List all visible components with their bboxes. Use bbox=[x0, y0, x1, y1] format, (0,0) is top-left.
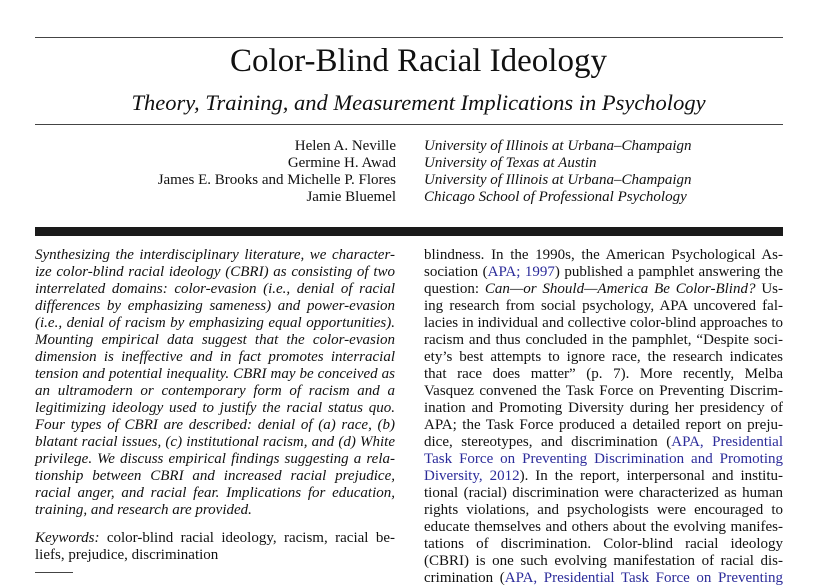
footnote-rule bbox=[35, 572, 73, 573]
author-name: James E. Brooks and Michelle P. Flores bbox=[157, 172, 396, 188]
keywords-label: Keywords: bbox=[35, 530, 100, 546]
author-affiliation: University of Texas at Austin bbox=[424, 155, 597, 171]
keywords bbox=[35, 530, 395, 564]
abstract-line: interrelated domains: color-evasion (i.e., denial of racial bbox=[35, 281, 395, 297]
abstract-line: tension and potential inequality. CBRI may be conceived as bbox=[35, 366, 395, 382]
citation-link[interactable]: APA; 1997 bbox=[487, 264, 555, 280]
body-text: ) published a pamphlet answering the bbox=[554, 264, 783, 280]
abstract-line: blatant racial issues, (c) institutional racism, and (d) White bbox=[35, 434, 395, 450]
author-name: Jamie Bluemel bbox=[306, 189, 396, 205]
body-line: ety’s best attempts to ignore race, the research indicates bbox=[424, 349, 783, 365]
article-title: Color-Blind Racial Ideology bbox=[230, 43, 607, 79]
author-names bbox=[0, 138, 396, 206]
keywords-line bbox=[35, 530, 395, 547]
author-affiliations bbox=[424, 138, 824, 206]
body-text: crimination ( bbox=[424, 570, 505, 586]
abstract-line: (i.e., denial of racism by emphasizing equal opportunities). bbox=[35, 315, 395, 331]
body-line: lacies in individual and collective color-blind approaches to bbox=[424, 315, 783, 331]
abstract-line: an ultramodern or contemporary form of racism and a bbox=[35, 383, 395, 399]
abstract-line: Synthesizing the interdisciplinary literature, we character- bbox=[35, 247, 395, 263]
body-line bbox=[424, 281, 783, 298]
body-line: ination and Promoting Diversity during her presidency of bbox=[424, 400, 783, 416]
title-rule bbox=[35, 124, 783, 125]
citation-link[interactable]: APA, Presidential Task Force on Preventing bbox=[504, 570, 783, 586]
body-line: ing research from social psychology, APA uncovered fal- bbox=[424, 298, 783, 314]
body-line: rights violations, and psychologists were encouraged to bbox=[424, 502, 783, 518]
abstract-line: privilege. We discuss empirical findings suggesting a rela- bbox=[35, 451, 395, 467]
body-column bbox=[424, 247, 783, 587]
author-affiliation: University of Illinois at Urbana–Champaign bbox=[424, 138, 692, 154]
body-line: APA; the Task Force produced a detailed report on preju- bbox=[424, 417, 783, 433]
author-affiliation: University of Illinois at Urbana–Champaign bbox=[424, 172, 692, 188]
body-text: dice, stereotypes, and discrimination ( bbox=[424, 434, 672, 450]
keywords-text: color-blind racial ideology, racism, racial be- bbox=[106, 530, 395, 546]
body-line: educate themselves and others about the evolving manifes- bbox=[424, 519, 783, 535]
pamphlet-title: Can—or Should—America Be Color-Blind? bbox=[484, 281, 756, 297]
body-text: Us- bbox=[755, 281, 783, 297]
body-text: question: bbox=[424, 281, 485, 297]
author-affiliation: Chicago School of Professional Psychology bbox=[424, 189, 687, 205]
body-line: blindness. In the 1990s, the American Psychological As- bbox=[424, 247, 783, 263]
body-line: that race does matter” (p. 7). More recently, Melba bbox=[424, 366, 783, 382]
body-line bbox=[424, 264, 783, 281]
abstract-line: legitimizing ideology used to justify the racial status quo. bbox=[35, 400, 395, 416]
abstract-line: training, and research are provided. bbox=[35, 502, 252, 518]
author-name: Helen A. Neville bbox=[294, 138, 396, 154]
body-line: tional (racial) discrimination were characterized as human bbox=[424, 485, 783, 501]
top-rule bbox=[35, 37, 783, 38]
article-subtitle: Theory, Training, and Measurement Implications in Psychology bbox=[131, 90, 706, 115]
body-line bbox=[424, 451, 783, 468]
body-line: (CBRI) is one such evolving manifestation of racial dis- bbox=[424, 553, 783, 569]
abstract-line: Four types of CBRI are described: denial of (a) race, (b) bbox=[35, 417, 395, 433]
abstract-line: differences by emphasizing sameness) and power-evasion bbox=[35, 298, 395, 314]
body-line: Vasquez convened the Task Force on Preventing Discrim- bbox=[424, 383, 783, 399]
abstract-line: racial anger, and racial fear. Implications for education, bbox=[35, 485, 395, 501]
abstract-line: Mounting empirical data suggest that the color-evasion bbox=[35, 332, 395, 348]
body-line bbox=[424, 434, 783, 451]
body-text: ). In the report, interpersonal and institu- bbox=[519, 468, 783, 484]
body-line bbox=[424, 570, 783, 587]
body-line: racism and thus concluded in the pamphlet, “Despite soci- bbox=[424, 332, 783, 348]
abstract-line: dimension is ineffective and in fact promotes interracial bbox=[35, 349, 395, 365]
citation-link[interactable]: Task Force on Preventing Discrimination and Promoting bbox=[424, 451, 783, 467]
abstract-line: tionship between CBRI and increased racial prejudice, bbox=[35, 468, 395, 484]
keywords-line: liefs, prejudice, discrimination bbox=[35, 547, 219, 563]
body-text: sociation ( bbox=[424, 264, 488, 280]
body-line: tations of discrimination. Color-blind racial ideology bbox=[424, 536, 783, 552]
author-name: Germine H. Awad bbox=[287, 155, 396, 171]
citation-link[interactable]: Diversity, 2012 bbox=[424, 468, 520, 484]
abstract-line: ize color-blind racial ideology (CBRI) as consisting of two bbox=[35, 264, 395, 280]
abstract bbox=[35, 247, 395, 519]
section-divider-bar bbox=[35, 227, 783, 236]
body-line bbox=[424, 468, 783, 485]
citation-link[interactable]: APA, Presidential bbox=[671, 434, 783, 450]
